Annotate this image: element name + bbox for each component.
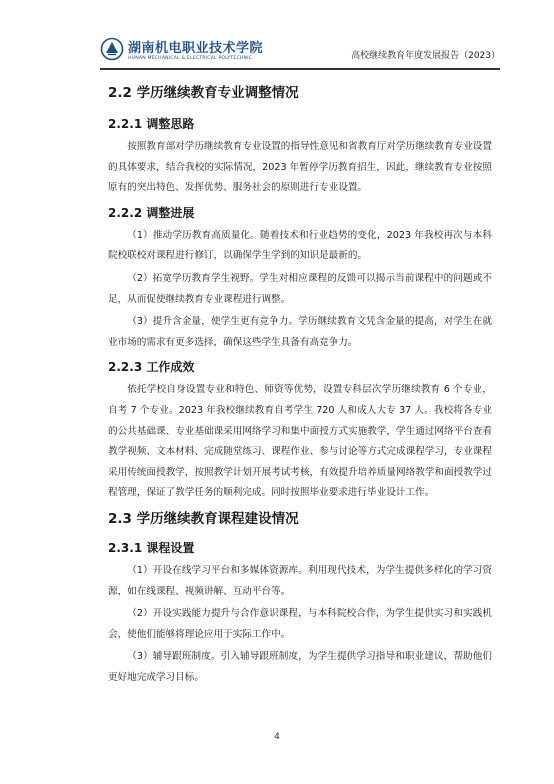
- page-number: 4: [274, 732, 280, 742]
- section-heading-2-2: 2.2 学历继续教育专业调整情况: [108, 85, 299, 101]
- paragraph: （2）拓宽学历教育学生视野。学生对相应课程的反馈可以揭示当前课程中的问题或不足，从而促使继续教育专业课程进行调整。: [108, 272, 492, 305]
- paragraph: 依托学校自身设置专业和特色、师资等优势，设置专科层次学历继续教育 6 个专业，自考 7 个专业。2023 年我校继续教育自考学生 720 人和成人大专 37 人。我校将各专业的公共基础课、专业基础课采用网络学习和集中面授方式实施教学，学生通过网络平台查看教学视频、文本材料、完成随堂练习、课程作业、参与讨论等方式完成课程学习，专业课程采用传统面授教学，按照教学计划开展考试考核，有效提升培养质量网络教学和面授教学过程管理，保证了教学任务的顺利完成。同时按照毕业要求进行毕业设计工作。: [108, 384, 492, 499]
- page-body: [108, 80, 492, 690]
- report-title: 高校继续教育年度发展报告（2023）: [351, 51, 500, 61]
- paragraph: （2）开设实践能力提升与合作意识课程，与本科院校合作，为学生提供实习和实践机会，使他们能够将理论应用于实际工作中。: [108, 608, 492, 640]
- paragraph: （1）推动学历教育高质量化。随着技术和行业趋势的变化，2023 年我校再次与本科院校联校对课程进行修订，以确保学生学到的知识是最新的。: [108, 229, 492, 262]
- header-divider: [100, 68, 500, 70]
- school-name-logotype: 湖南机电职业技术学院: [128, 41, 264, 56]
- paragraph: （3）提升含金量，使学生更有竞争力。学历继续教育文凭含金量的提高，对学生在就业市场的需求有更多选择，确保这些学生具备有高竞争力。: [108, 316, 492, 348]
- subsection-heading-2-2-1: 2.2.1 调整思路: [108, 117, 195, 131]
- paragraph: 按照教育部对学历继续教育专业设置的指导性意见和省教育厅对学历继续教育专业设置的具体要求，结合我校的实际情况，2023 年暂停学历教育招生，因此，继续教育专业按照原有的突出特色、发挥优势、服务社会的原则进行专业设置。: [108, 141, 492, 194]
- subsection-heading-2-2-2: 2.2.2 调整进展: [108, 205, 195, 220]
- subsection-heading-2-3-1: 2.3.1 课程设置: [108, 540, 195, 555]
- school-logo: [100, 34, 264, 68]
- subsection-heading-2-2-3: 2.2.3 工作成效: [108, 360, 195, 375]
- section-heading-2-3: 2.3 学历继续教育课程建设情况: [108, 510, 299, 527]
- school-emblem-icon: [100, 37, 124, 61]
- paragraph: （3）辅导跟班制度。引入辅导跟班制度，为学生提供学习指导和职业建议，帮助他们更好地完成学习目标。: [108, 651, 492, 683]
- paragraph: （1）开设在线学习平台和多媒体资源库。利用现代技术，为学生提供多样化的学习资源，如在线课程、视频讲解、互动平台等。: [108, 564, 492, 597]
- page-header: [100, 34, 500, 70]
- school-english-name: HUNAN MECHANICAL & ELECTRICAL POLYTECHNIC: [128, 56, 253, 61]
